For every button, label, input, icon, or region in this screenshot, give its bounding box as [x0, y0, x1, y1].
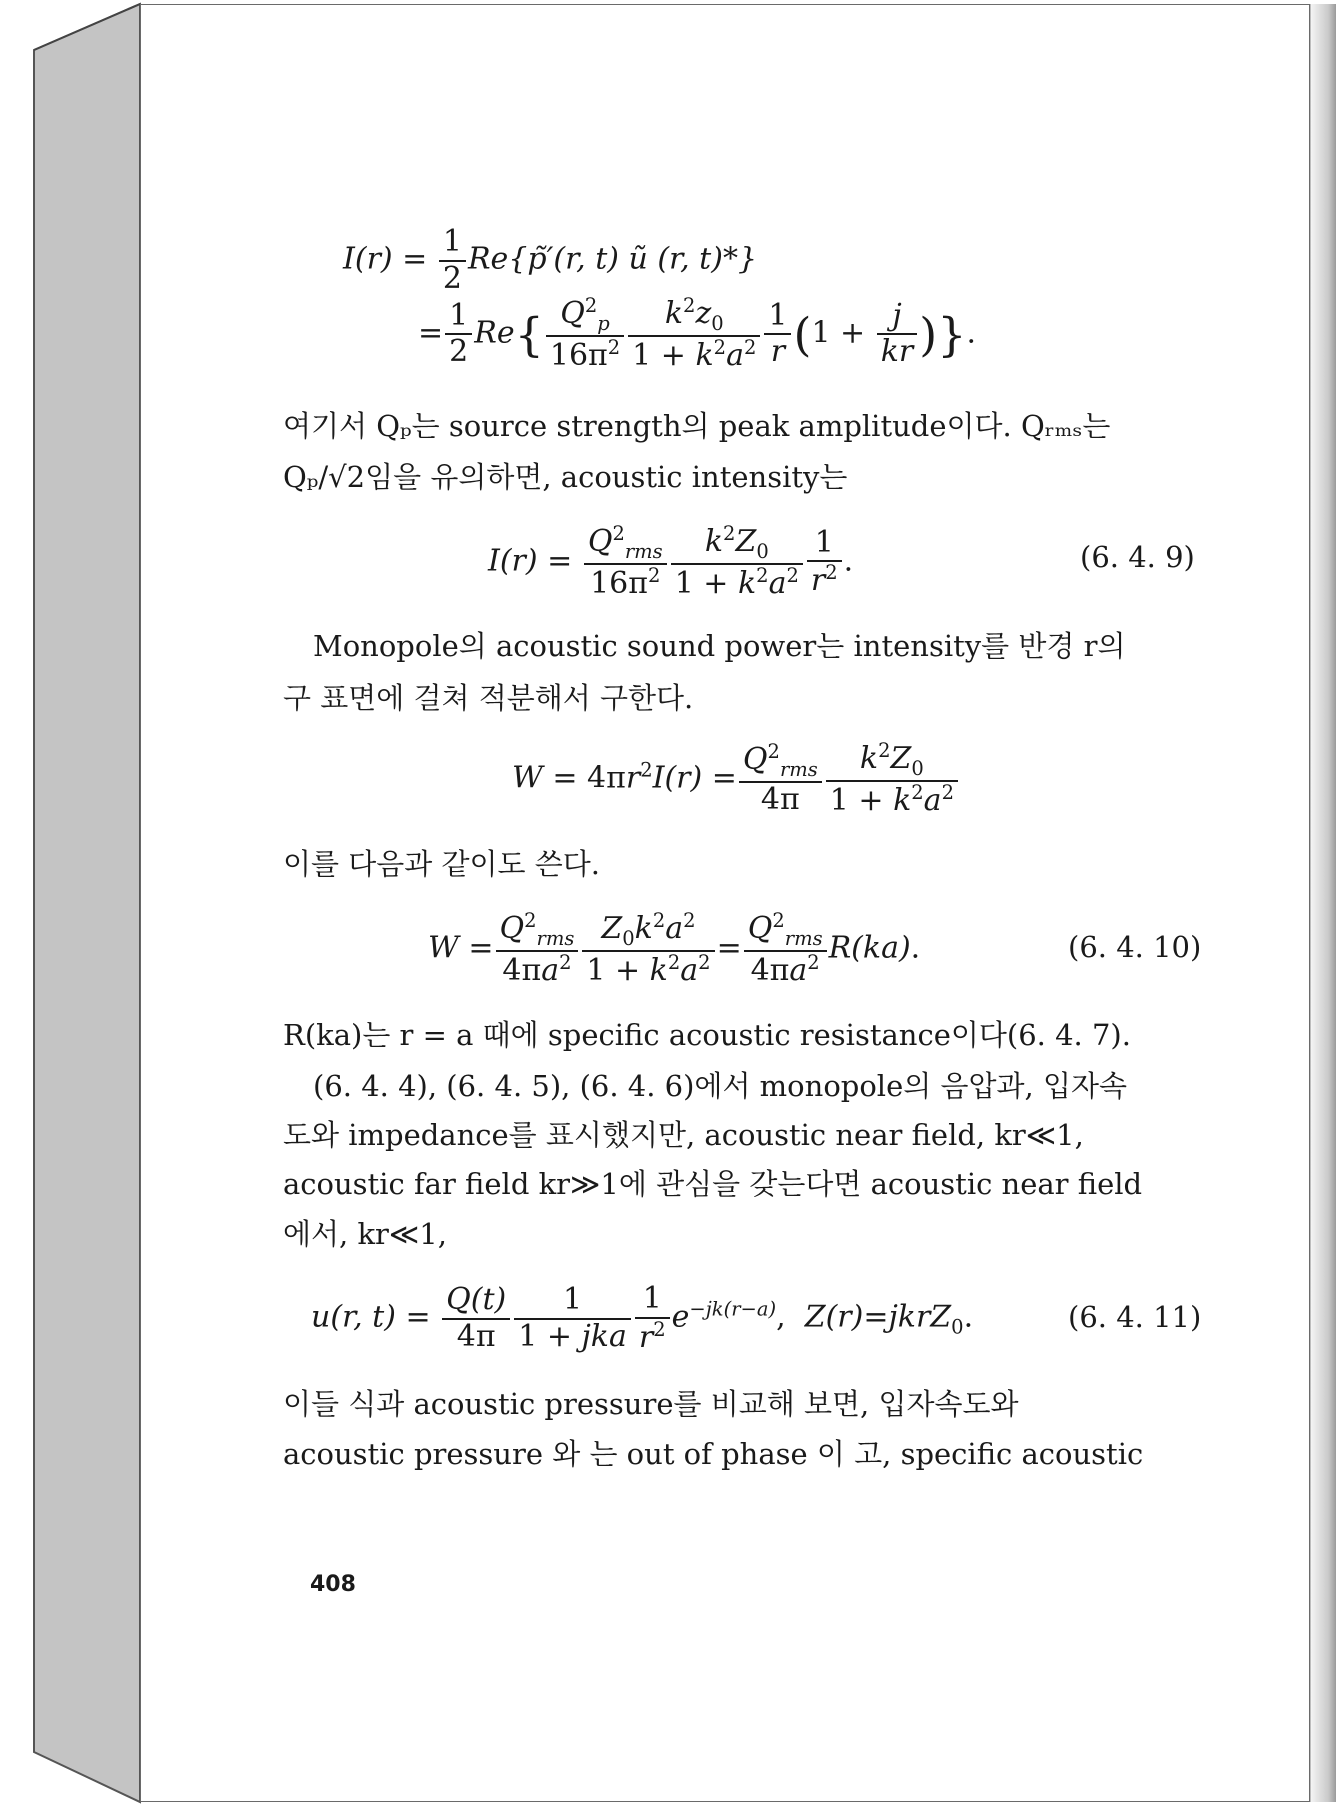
- paragraph-text: 여기서 Qₚ는 source strength의 peak amplitude이다. Qᵣₘₛ는: [283, 409, 1111, 443]
- equation-intensity-line2: = $\frac{1}{2}$ Re{ $\frac{Q^2_p}{16\pi^2}$ $\frac{k^2z_0}{1 + k^2a^2}$ $\frac{1}{r}$ (1 + $\frac{j}{kr}$ )}.: [418, 294, 977, 374]
- equation-6-4-10: W = $\frac{Q^2_{rms}}{4\pi a^2}$ $\frac{Z_0k^2a^2}{1 + k^2a^2}$ = $\frac{Q^2_{rms}}{4\pi a^2}$ R(ka).: [428, 909, 921, 989]
- equation-number: (6. 4. 9): [1080, 540, 1195, 574]
- paragraph-text: acoustic pressure 와 는 out of phase 이 고, specific acoustic: [283, 1437, 1144, 1471]
- paragraph-text: Qₚ/√2임을 유의하면, acoustic intensity는: [283, 460, 848, 494]
- equation-6-4-9: I(r) = $\frac{Q^2_{rms}}{16\pi^2}$ $\frac{k^2Z_0}{1 + k^2a^2}$ $\frac{1}{r^2}$ .: [488, 522, 854, 602]
- paragraph-text: 에서, kr≪1,: [283, 1217, 447, 1251]
- paragraph-text: acoustic far field kr≫1에 관심을 갖는다면 acoustic near field: [283, 1167, 1143, 1201]
- paragraph-text: Monopole의 acoustic sound power는 intensity를 반경 r의: [313, 629, 1126, 663]
- equation-intensity-line1: I(r) = $\frac{1}{2}$ Re{p̃′(r, t) ũ (r, t)*}: [343, 224, 758, 296]
- equation-number: (6. 4. 11): [1068, 1300, 1202, 1334]
- paragraph-text: 구 표면에 걸쳐 적분해서 구한다.: [283, 681, 694, 715]
- paragraph-text: 이를 다음과 같이도 쓴다.: [283, 847, 601, 881]
- paragraph-text: 이들 식과 acoustic pressure를 비교해 보면, 입자속도와: [283, 1387, 1019, 1421]
- equation-6-4-11: u(r, t) = $\frac{Q(t)}{4\pi}$ $\frac{1}{\text{1 + jka}}$ $\frac{1}{r^2}$ $e^{-jk(r-a)}$, Z(r)=jkrZ$_0$.: [311, 1281, 974, 1355]
- equation-sound-power: $W = 4\pi r^2I(r)$ = $\frac{Q^2_{rms}}{4\pi}$ $\frac{k^2Z_0}{1 + k^2a^2}$: [512, 740, 960, 819]
- paragraph-text: (6. 4. 4), (6. 4. 5), (6. 4. 6)에서 monopole의 음압과, 입자속: [313, 1069, 1127, 1103]
- page-number: 408: [310, 1572, 356, 1597]
- paragraph-text: 도와 impedance를 표시했지만, acoustic near field, kr≪1,: [283, 1118, 1084, 1152]
- paragraph-text: R(ka)는 r = a 때에 specific acoustic resistance이다(6. 4. 7).: [283, 1018, 1131, 1052]
- equation-number: (6. 4. 10): [1068, 930, 1202, 964]
